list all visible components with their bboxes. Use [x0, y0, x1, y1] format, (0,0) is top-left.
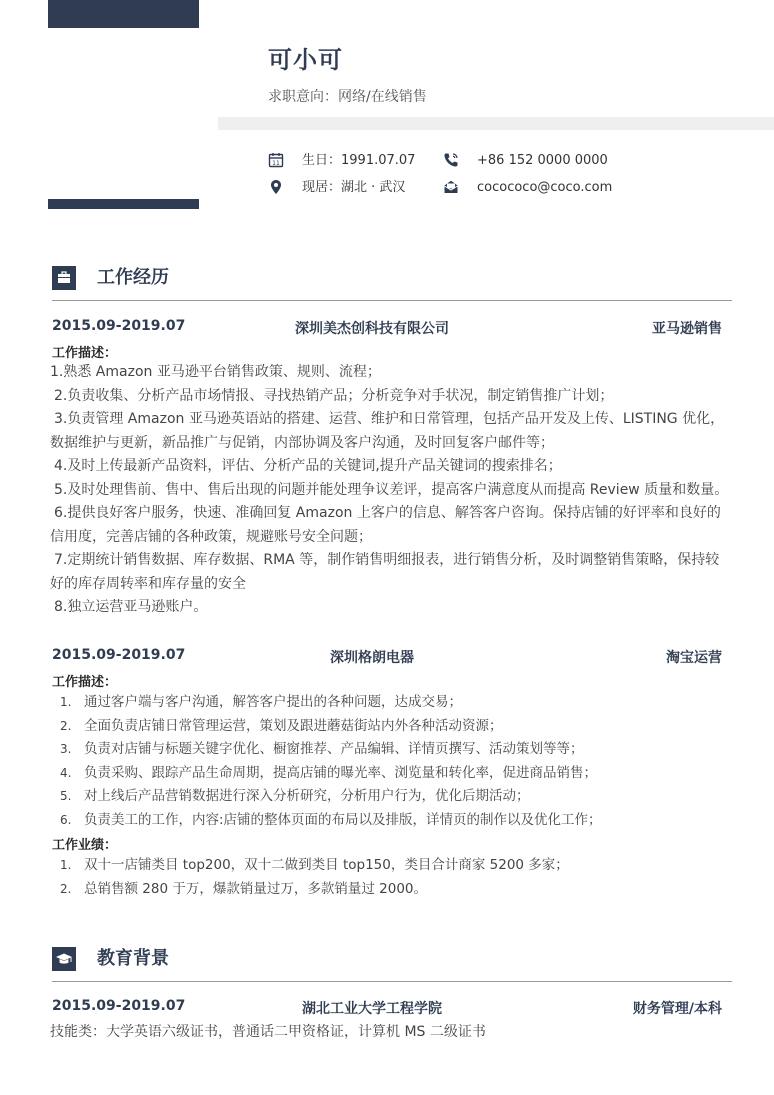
briefcase-icon [52, 266, 76, 290]
education-section-title: 教育背景 [97, 948, 169, 969]
location-text: 现居：湖北 · 武汉 [302, 180, 406, 195]
list-number: 6. [60, 812, 72, 827]
job-2-company: 深圳格朗电器 [330, 650, 414, 666]
list-text: 负责采购、跟踪产品生命周期，提高店铺的曝光率、浏览量和转化率，促进商品销售； [84, 764, 597, 781]
header-gray-band [218, 117, 774, 130]
list-text: 总销售额 280 于万，爆款销量过万，多款销量过 2000。 [84, 880, 427, 897]
section-divider [52, 300, 732, 301]
job-2-desc-label: 工作描述： [52, 675, 118, 690]
list-text: 负责美工的工作，内容:店铺的整体页面的布局以及排版，详情页的制作以及优化工作； [84, 811, 602, 828]
desc-line: 1.熟悉 Amazon 亚马逊平台销售政策、规则、流程； [50, 364, 381, 380]
birth-info [268, 152, 428, 170]
desc-line: 数据维护与更新，新品推广与促销，内部协调及客户沟通，及时回复客户邮件等； [50, 434, 554, 451]
list-item [60, 715, 730, 739]
location-pin-icon [268, 179, 284, 201]
job-2-perf-list [60, 854, 730, 901]
desc-line: 4.及时上传最新产品资料，评估、分析产品的关键词,提升产品关键词的搜索排名； [54, 458, 562, 474]
desc-line: 信用度，完善店铺的各种政策，规避账号安全问题； [50, 528, 372, 545]
job-1-description [50, 361, 734, 620]
desc-line: 3.负责管理 Amazon 亚马逊英语站的搭建、运营、维护和日常管理，包括产品开发及上传、LISTING 优化， [54, 411, 725, 427]
resume-name: 可小可 [268, 46, 343, 74]
list-item [60, 785, 730, 809]
header-accent-bar-top [48, 0, 199, 28]
list-item [60, 854, 730, 878]
job-intent: 求职意向：网络/在线销售 [268, 89, 427, 105]
job-2-duty-list [60, 691, 730, 832]
list-text: 通过客户端与客户沟通，解答客户提出的各种问题，达成交易； [84, 694, 462, 710]
svg-text:11: 11 [272, 160, 280, 167]
desc-line: 8.独立运营亚马逊账户。 [54, 599, 208, 615]
list-number: 5. [60, 789, 72, 803]
phone-info [443, 152, 643, 170]
list-number: 3. [60, 742, 72, 756]
education-date: 2015.09-2019.07 [52, 998, 186, 1014]
list-number: 2. [60, 881, 72, 896]
desc-line: 5.及时处理售前、售中、售后出现的问题并能处理争议差评，提高客户满意度从而提高 Review 质量和数量。 [54, 481, 729, 498]
skills-text: 技能类：大学英语六级证书，普通话二甲资格证，计算机 MS 二级证书 [50, 1024, 486, 1040]
list-item [60, 762, 730, 786]
job-2-date: 2015.09-2019.07 [52, 647, 186, 663]
list-number: 1. [60, 858, 72, 872]
job-1-role: 亚马逊销售 [652, 321, 722, 337]
list-number: 2. [60, 718, 72, 733]
job-2-role: 淘宝运营 [666, 650, 722, 666]
phone-icon [443, 152, 459, 174]
education-school: 湖北工业大学工程学院 [302, 1001, 442, 1017]
list-text: 双十一店铺类目 top200，双十二做到类目 top150，类目合计商家 5200 多家； [84, 857, 569, 873]
desc-line: 2.负责收集、分析产品市场情报、寻找热销产品；分析竞争对手状况，制定销售推广计划； [54, 387, 614, 404]
job-2-perf-label: 工作业绩： [52, 838, 118, 853]
list-text: 全面负责店铺日常管理运营，策划及跟进蘑菇街站内外各种活动资源； [84, 717, 503, 734]
list-item [60, 878, 730, 902]
list-number: 4. [60, 765, 72, 780]
desc-line: 6.提供良好客户服务，快速、准确回复 Amazon 上客户的信息、解答客户咨询。保持店铺的好评率和良好的 [54, 505, 721, 521]
job-2-header [52, 647, 722, 667]
job-1-company: 深圳美杰创科技有限公司 [295, 321, 449, 337]
mail-icon [443, 179, 459, 201]
list-text: 对上线后产品营销数据进行深入分析研究，分析用户行为，优化后期活动； [84, 788, 530, 804]
list-item [60, 809, 730, 833]
work-section-title: 工作经历 [97, 267, 169, 288]
list-text: 负责对店铺与标题关键字优化、橱窗推荐、产品编辑、详情页撰写、活动策划等等； [84, 741, 584, 757]
email-info [443, 179, 643, 197]
education-major: 财务管理/本科 [632, 1001, 722, 1017]
list-item [60, 691, 730, 715]
education-row [52, 998, 722, 1018]
education-section-header [52, 947, 732, 987]
list-item [60, 738, 730, 762]
list-number: 1. [60, 695, 72, 709]
desc-line: 7.定期统计销售数据、库存数据、RMA 等，制作销售明细报表，进行销售分析，及时调整销售策略，保持较 [54, 552, 720, 568]
calendar-icon [268, 152, 284, 174]
email-text: cocococo@coco.com [477, 180, 613, 195]
graduation-cap-icon [52, 947, 76, 971]
section-divider [52, 981, 732, 982]
desc-line: 好的库存周转率和库存量的安全 [50, 575, 246, 592]
birth-text: 生日：1991.07.07 [302, 153, 416, 168]
location-info [268, 179, 428, 197]
header-accent-bar-bottom [48, 199, 199, 209]
work-section-header [52, 266, 732, 306]
job-1-desc-label: 工作描述： [52, 346, 118, 361]
phone-text: +86 152 0000 0000 [477, 153, 608, 168]
job-1-date: 2015.09-2019.07 [52, 318, 186, 334]
job-1-header [52, 318, 722, 338]
